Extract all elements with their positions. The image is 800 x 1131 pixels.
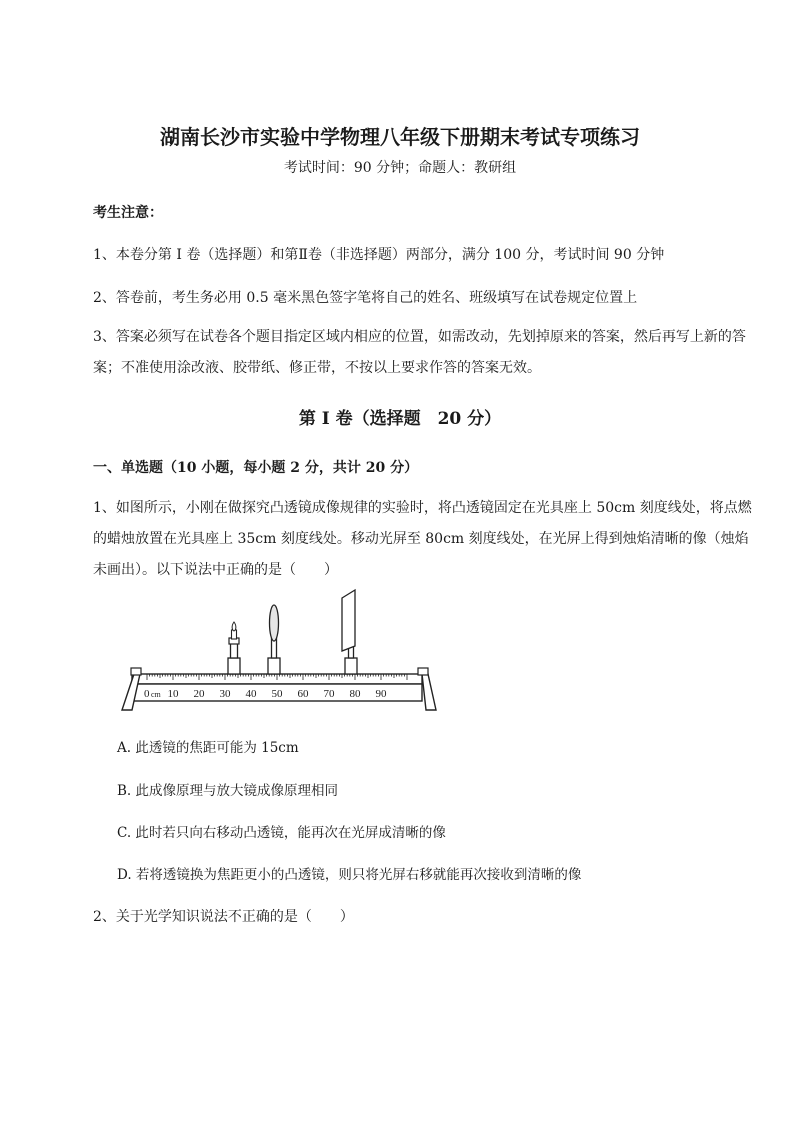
notice-heading: 考生注意： (93, 205, 163, 221)
scale-tick-label: 30 (219, 688, 231, 700)
scale-tick-label: 10 (167, 688, 179, 700)
option-a[interactable]: A. 此透镜的焦距可能为 15cm (117, 740, 299, 756)
scale-tick-label: 70 (323, 688, 335, 700)
section-title: 第 I 卷（选择题 20 分） (298, 409, 502, 429)
optical-bench-figure (118, 588, 444, 714)
notice-item-3: 3、答案必须写在试卷各个题目指定区域内相应的位置，如需改动，先划掉原来的答案，然后再写上新的答案；不准使用涂改液、胶带纸、修正带，不按以上要求作答的答案无效。 (93, 329, 746, 376)
scale-zero-label: 0 (144, 688, 150, 700)
right-support-cap (418, 668, 428, 675)
scale-tick-label: 60 (297, 688, 309, 700)
scale-tick-label: 80 (349, 688, 361, 700)
option-c[interactable]: C. 此时若只向右移动凸透镜，能再次在光屏成清晰的像 (117, 825, 446, 841)
light-screen (342, 590, 355, 651)
right-support (422, 674, 436, 710)
part-heading: 一、单选题（10 小题，每小题 2 分，共计 20 分） (93, 460, 419, 476)
light-screen-holder (342, 590, 357, 674)
scale-tick-label: 50 (271, 688, 283, 700)
exam-info: 考试时间：90 分钟；命题人：教研组 (283, 160, 517, 176)
convex-lens (270, 605, 279, 641)
left-support-cap (131, 668, 141, 675)
scale-tick-label: 90 (375, 688, 387, 700)
notice-item-1: 1、本卷分第 I 卷（选择题）和第Ⅱ卷（非选择题）两部分，满分 100 分，考试时间 90 分钟 (93, 247, 665, 263)
option-d[interactable]: D. 若将透镜换为焦距更小的凸透镜，则只将光屏右移就能再次接收到清晰的像 (117, 867, 582, 883)
page-title: 湖南长沙市实验中学物理八年级下册期末考试专项练习 (160, 125, 640, 149)
convex-lens-holder (268, 605, 280, 674)
scale-tick-label: 40 (245, 688, 257, 700)
scale-tick-label: 20 (193, 688, 205, 700)
notice-item-2: 2、答卷前，考生务必用 0.5 毫米黑色签字笔将自己的姓名、班级填写在试卷规定位置上 (93, 290, 638, 306)
question-2-stem: 2、关于光学知识说法不正确的是（ ） (93, 909, 354, 925)
candle-holder (228, 622, 240, 674)
option-b[interactable]: B. 此成像原理与放大镜成像原理相同 (117, 783, 339, 799)
scale-tick-labels (168, 688, 388, 700)
question-1-stem: 1、如图所示，小刚在做探究凸透镜成像规律的实验时，将凸透镜固定在光具座上 50cm 刻度线处，将点燃的蜡烛放置在光具座上 35cm 刻度线处。移动光屏至 80cm 刻度线处，在光屏上得到烛焰清晰的像（烛焰未画出）。以下说法中正确的是（ ） (93, 500, 752, 578)
scale-unit-label: cm (151, 690, 161, 699)
